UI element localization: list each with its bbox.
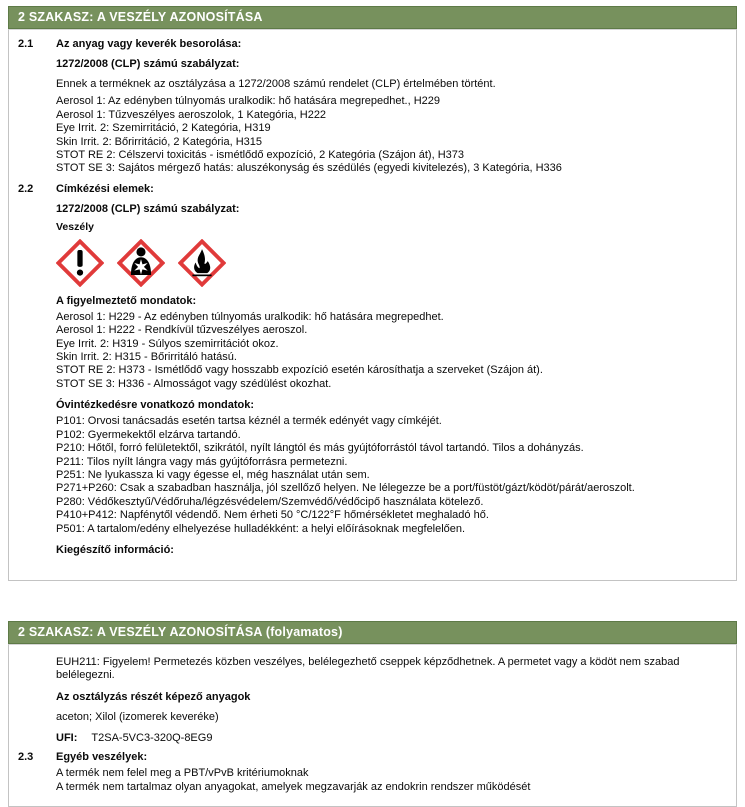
section-2-box [8, 29, 737, 581]
precautionary-statement: P280: Védőkesztyű/Védőruha/légzésvédelem/Szemvédő/védőcipő használata kötelező. [56, 495, 484, 508]
other-hazard-line: A termék nem felel meg a PBT/vPvB kritériumoknak [56, 767, 309, 780]
other-hazard-line: A termék nem tartalmaz olyan anyagokat, amelyek megzavarják az endokrin rendszer működését [56, 780, 531, 793]
hazard-statement: Aerosol 1: H229 - Az edényben túlnyomás uralkodik: hő hatására megrepedhet. [56, 310, 444, 323]
ufi-label: UFI: [56, 732, 78, 745]
section-2-continued-box [8, 644, 737, 807]
clause-2-1-row [18, 38, 726, 50]
hazard-statement: Aerosol 1: H222 - Rendkívül tűzveszélyes aeroszol. [56, 324, 308, 337]
ghs07-exclamation-icon [56, 239, 104, 287]
precautionary-statement: P210: Hőtől, forró felületektől, szikrától, nyílt lángtól és más gyújtóforrástól távol tartandó. Tilos a dohányzás. [56, 442, 584, 455]
hazard-statement: Skin Irrit. 2: H315 - Bőrirritáló hatású. [56, 351, 237, 364]
classification-item: Skin Irrit. 2: Bőrirritáció, 2 Kategória, H315 [56, 135, 263, 148]
euh211-statement: EUH211: Figyelem! Permetezés közben veszélyes, belélegezhető cseppek képződhetnek. A permetet vagy a ködöt nem szabad belélegezni. [56, 655, 680, 682]
clp-regulation-heading-2: 1272/2008 (CLP) számú szabályzat: [56, 202, 240, 215]
clause-2-2-number: 2.2 [18, 182, 34, 195]
sds-page [0, 6, 745, 807]
classification-item: Eye Irrit. 2: Szemirritáció, 2 Kategória, H319 [56, 122, 271, 135]
precautionary-statement: P410+P412: Napfénytől védendő. Nem érheti 50 °C/122°F hőmérsékletet meghaladó hő. [56, 509, 489, 522]
precautionary-statements-list [56, 415, 726, 536]
classification-item: Aerosol 1: Az edényben túlnyomás uralkodik: hő hatására megrepedhet., H229 [56, 95, 441, 108]
precautionary-statement: P102: Gyermekektől elzárva tartandó. [56, 428, 241, 441]
ufi-value: T2SA-5VC3-320Q-8EG9 [91, 732, 213, 745]
precautionary-statement: P251: Ne lyukassza ki vagy égesse el, még használat után sem. [56, 468, 370, 481]
classification-substances: aceton; Xilol (izomerek keveréke) [56, 710, 219, 723]
clause-2-3-row [18, 751, 726, 763]
precautionary-statement: P211: Tilos nyílt lángra vagy más gyújtóforrásra permetezni. [56, 455, 348, 468]
classification-list [56, 95, 726, 175]
section-2-header-title: 2 SZAKASZ: A VESZÉLY AZONOSÍTÁSA [18, 10, 263, 24]
classification-item: STOT RE 2: Célszervi toxicitás - ismétlődő expozíció, 2 Kategória (Szájon át), H373 [56, 149, 464, 162]
clause-2-1-title: Az anyag vagy keverék besorolása: [56, 38, 242, 50]
ufi-row [56, 732, 726, 744]
clause-2-3-number: 2.3 [18, 751, 34, 764]
section-2-header-bar [8, 6, 737, 29]
section-2-continued-header-bar [8, 621, 737, 644]
classification-item: Aerosol 1: Tűzveszélyes aeroszolok, 1 Kategória, H222 [56, 108, 327, 121]
precautionary-statement: P501: A tartalom/edény elhelyezése hulladékként: a helyi előírásoknak megfelelően. [56, 522, 466, 535]
classification-intro: Ennek a terméknek az osztályzása a 1272/2008 számú rendelet (CLP) értelmében történt. [56, 78, 496, 90]
section-2-continued-header-title: 2 SZAKASZ: A VESZÉLY AZONOSÍTÁSA (folyamatos) [18, 624, 343, 639]
hazard-statement: STOT RE 2: H373 - Ismétlődő vagy hosszabb expozíció esetén károsíthatja a szerveket (Szájon át). [56, 364, 543, 377]
precautionary-statement: P101: Orvosi tanácsadás esetén tartsa kéznél a termék edényét vagy címkéjét. [56, 415, 442, 428]
ghs08-health-hazard-icon [117, 239, 165, 287]
other-hazards-list [56, 767, 726, 794]
hazard-statements-list [56, 311, 726, 391]
hazard-statement: Eye Irrit. 2: H319 - Súlyos szemirritációt okoz. [56, 337, 279, 350]
hazard-statements-heading: A figyelmeztető mondatok: [56, 294, 197, 307]
precautionary-statement: P271+P260: Csak a szabadban használja, jól szellőző helyen. Ne lélegezze be a port/füstöt/gázt/ködöt/párát/aeroszolt. [56, 482, 635, 495]
clp-regulation-heading-1: 1272/2008 (CLP) számú szabályzat: [56, 58, 240, 70]
ghs-pictograms [56, 239, 726, 287]
hazard-statement: STOT SE 3: H336 - Almosságot vagy szédülést okozhat. [56, 377, 332, 390]
precautionary-statements-heading: Óvintézkedésre vonatkozó mondatok: [56, 399, 255, 412]
signal-word: Veszély [56, 220, 94, 233]
clause-2-2-row [18, 183, 726, 195]
clause-2-1-number: 2.1 [18, 38, 34, 50]
ghs02-flame-icon [178, 239, 226, 287]
additional-information-heading: Kiegészítő információ: [56, 543, 174, 556]
clause-2-2-title: Címkézési elemek: [56, 182, 154, 195]
classification-substances-heading: Az osztályzás részét képező anyagok [56, 690, 251, 703]
classification-item: STOT SE 3: Sajátos mérgező hatás: aluszékonyság és szédülés (egyedi kivitelezés), 3 Kategória, H336 [56, 162, 562, 175]
clause-2-3-title: Egyéb veszélyek: [56, 751, 148, 764]
